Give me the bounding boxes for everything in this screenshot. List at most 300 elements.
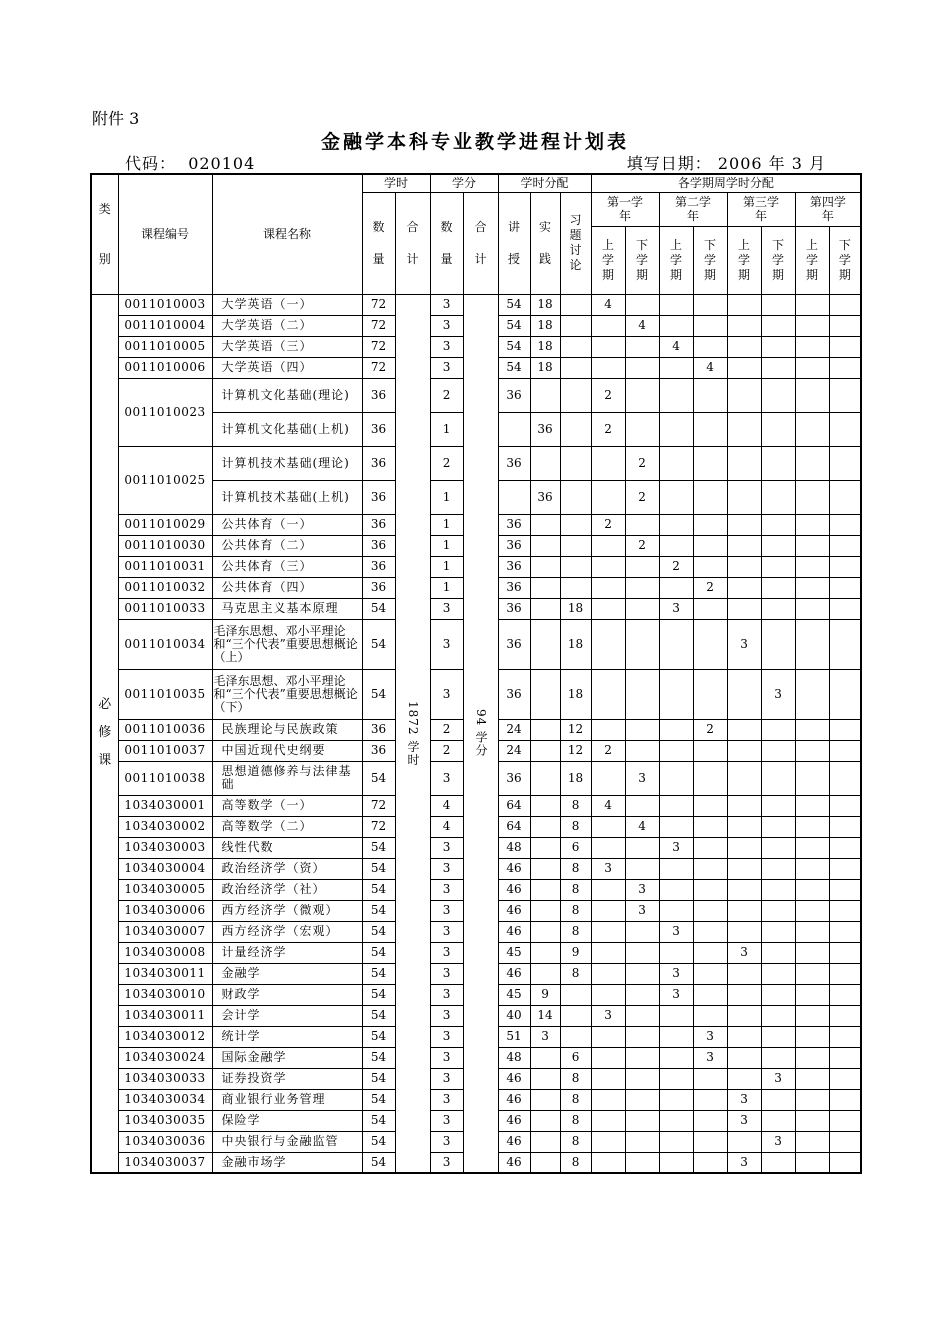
semester-cell xyxy=(625,1026,659,1047)
exercise-cell: 8 xyxy=(560,879,591,900)
course-name-cell: 高等数学（二） xyxy=(212,816,362,837)
semester-cell: 3 xyxy=(693,1047,727,1068)
course-code-cell: 1034030007 xyxy=(118,921,212,942)
practice-cell xyxy=(530,577,560,598)
credits-cell: 3 xyxy=(430,879,463,900)
semester-cell xyxy=(795,294,829,315)
exercise-cell: 12 xyxy=(560,740,591,761)
practice-cell xyxy=(530,942,560,963)
semester-cell xyxy=(727,556,761,577)
semester-cell xyxy=(659,357,693,378)
semester-cell xyxy=(625,1089,659,1110)
semester-cell xyxy=(693,1068,727,1089)
lecture-cell: 51 xyxy=(498,1026,530,1047)
semester-cell xyxy=(693,480,727,514)
semester-cell xyxy=(659,1110,693,1131)
course-name-cell: 中央银行与金融监管 xyxy=(212,1131,362,1152)
semester-cell xyxy=(625,719,659,740)
semester-cell: 3 xyxy=(625,900,659,921)
hours-cell: 54 xyxy=(362,942,395,963)
semester-cell xyxy=(727,446,761,480)
col-y4-upper xyxy=(795,226,829,294)
col-credits-total-text: 合 计 xyxy=(474,220,487,266)
lecture-cell: 46 xyxy=(498,858,530,879)
semester-cell xyxy=(727,837,761,858)
semester-cell xyxy=(591,1131,625,1152)
hours-cell: 36 xyxy=(362,446,395,480)
semester-cell: 3 xyxy=(727,1152,761,1173)
lecture-cell: 45 xyxy=(498,984,530,1005)
credits-cell: 3 xyxy=(430,963,463,984)
course-name-cell: 大学英语（一） xyxy=(212,294,362,315)
semester-cell xyxy=(761,357,795,378)
exercise-cell xyxy=(560,294,591,315)
hours-cell: 36 xyxy=(362,378,395,412)
course-code-cell: 0011010005 xyxy=(118,336,212,357)
semester-cell xyxy=(761,740,795,761)
semester-cell xyxy=(727,719,761,740)
semester-cell xyxy=(829,619,861,669)
total-hours-label: 1872 学时 xyxy=(406,700,420,766)
semester-cell xyxy=(659,480,693,514)
semester-cell xyxy=(659,816,693,837)
semester-cell xyxy=(659,1005,693,1026)
semester-cell: 3 xyxy=(659,984,693,1005)
semester-cell xyxy=(795,1131,829,1152)
practice-cell xyxy=(530,858,560,879)
semester-cell xyxy=(795,535,829,556)
practice-cell xyxy=(530,619,560,669)
semester-cell xyxy=(693,761,727,795)
semester-cell xyxy=(727,315,761,336)
col-hours-total-text: 合 计 xyxy=(406,220,419,266)
course-name-cell: 民族理论与民族政策 xyxy=(212,719,362,740)
exercise-cell xyxy=(560,480,591,514)
col-credits-group: 学分 xyxy=(430,174,498,192)
semester-cell xyxy=(761,1026,795,1047)
semester-cell xyxy=(659,514,693,535)
semester-cell: 2 xyxy=(591,378,625,412)
course-name-cell: 大学英语（四） xyxy=(212,357,362,378)
table-row xyxy=(91,294,861,315)
semester-cell xyxy=(829,795,861,816)
lecture-cell: 36 xyxy=(498,378,530,412)
semester-cell xyxy=(625,619,659,669)
semester-cell xyxy=(761,837,795,858)
exercise-cell xyxy=(560,1026,591,1047)
semester-cell xyxy=(625,598,659,619)
semester-cell xyxy=(591,556,625,577)
semester-cell: 3 xyxy=(659,837,693,858)
semester-cell: 3 xyxy=(693,1026,727,1047)
hours-cell: 72 xyxy=(362,357,395,378)
course-code-cell: 0011010003 xyxy=(118,294,212,315)
semester-cell xyxy=(795,446,829,480)
semester-cell xyxy=(795,598,829,619)
semester-cell xyxy=(591,837,625,858)
semester-cell xyxy=(591,619,625,669)
semester-cell xyxy=(795,357,829,378)
semester-cell xyxy=(693,412,727,446)
code-value: 020104 xyxy=(188,154,256,173)
exercise-cell: 8 xyxy=(560,1089,591,1110)
semester-cell xyxy=(829,879,861,900)
credits-cell: 3 xyxy=(430,921,463,942)
semester-cell xyxy=(693,942,727,963)
semester-cell xyxy=(591,1110,625,1131)
date-value: 2006 年 3 月 xyxy=(717,154,826,173)
practice-cell xyxy=(530,900,560,921)
exercise-cell xyxy=(560,1005,591,1026)
semester-cell xyxy=(693,556,727,577)
hours-cell: 36 xyxy=(362,412,395,446)
credits-cell: 1 xyxy=(430,556,463,577)
semester-cell xyxy=(693,669,727,719)
course-code-cell: 1034030008 xyxy=(118,942,212,963)
semester-cell xyxy=(591,1152,625,1173)
hours-cell: 36 xyxy=(362,719,395,740)
credits-cell: 3 xyxy=(430,1110,463,1131)
lecture-cell: 46 xyxy=(498,900,530,921)
col-lecture-text: 讲 授 xyxy=(508,220,521,266)
credits-cell: 3 xyxy=(430,598,463,619)
practice-cell xyxy=(530,837,560,858)
semester-cell xyxy=(829,535,861,556)
semester-cell xyxy=(659,1047,693,1068)
semester-cell xyxy=(829,1026,861,1047)
semester-cell xyxy=(591,963,625,984)
exercise-cell xyxy=(560,535,591,556)
semester-cell: 2 xyxy=(625,535,659,556)
lecture-cell: 64 xyxy=(498,795,530,816)
col-y1-lower-text: 下 学 期 xyxy=(636,237,649,282)
semester-cell xyxy=(693,816,727,837)
course-code-cell: 0011010032 xyxy=(118,577,212,598)
col-y3-upper xyxy=(727,226,761,294)
col-year1-text: 第一学 年 xyxy=(607,195,644,223)
semester-cell xyxy=(591,480,625,514)
semester-cell xyxy=(625,294,659,315)
col-y2-lower xyxy=(693,226,727,294)
col-credits-count-text: 数 量 xyxy=(440,220,453,266)
semester-cell xyxy=(591,900,625,921)
credits-cell: 3 xyxy=(430,1005,463,1026)
semester-cell: 3 xyxy=(761,1131,795,1152)
semester-cell xyxy=(829,921,861,942)
exercise-cell xyxy=(560,556,591,577)
practice-cell xyxy=(530,1131,560,1152)
semester-cell xyxy=(727,480,761,514)
semester-cell xyxy=(693,740,727,761)
semester-cell xyxy=(727,740,761,761)
semester-cell xyxy=(761,984,795,1005)
course-code-cell: 1034030003 xyxy=(118,837,212,858)
hours-cell: 54 xyxy=(362,963,395,984)
exercise-cell xyxy=(560,378,591,412)
credits-cell: 2 xyxy=(430,719,463,740)
table-body xyxy=(91,294,861,1173)
col-year2 xyxy=(659,192,727,226)
exercise-cell xyxy=(560,446,591,480)
course-name-cell: 计算机文化基础(理论) xyxy=(212,378,362,412)
credits-cell: 3 xyxy=(430,1131,463,1152)
credits-cell: 3 xyxy=(430,837,463,858)
hours-cell: 36 xyxy=(362,535,395,556)
hours-cell: 54 xyxy=(362,761,395,795)
hours-cell: 72 xyxy=(362,294,395,315)
semester-cell xyxy=(761,315,795,336)
lecture-cell: 36 xyxy=(498,598,530,619)
semester-cell xyxy=(693,1152,727,1173)
semester-cell xyxy=(727,577,761,598)
lecture-cell xyxy=(498,480,530,514)
credits-cell: 3 xyxy=(430,315,463,336)
semester-cell: 4 xyxy=(659,336,693,357)
col-year4 xyxy=(795,192,861,226)
course-code-cell: 0011010038 xyxy=(118,761,212,795)
semester-cell xyxy=(727,669,761,719)
semester-cell xyxy=(727,514,761,535)
course-name-cell: 中国近现代史纲要 xyxy=(212,740,362,761)
practice-cell xyxy=(530,1047,560,1068)
lecture-cell: 46 xyxy=(498,963,530,984)
semester-cell: 3 xyxy=(659,921,693,942)
course-name-cell: 毛泽东思想、邓小平理论和“三个代表”重要思想概论（上） xyxy=(212,619,362,669)
exercise-cell: 18 xyxy=(560,761,591,795)
col-y2-upper-text: 上 学 期 xyxy=(670,237,683,282)
hours-cell: 54 xyxy=(362,837,395,858)
semester-cell xyxy=(727,412,761,446)
semester-cell xyxy=(625,357,659,378)
exercise-cell xyxy=(560,514,591,535)
semester-cell xyxy=(659,619,693,669)
semester-cell xyxy=(591,577,625,598)
course-code-cell: 1034030006 xyxy=(118,900,212,921)
hours-cell: 36 xyxy=(362,556,395,577)
course-code-cell: 0011010025 xyxy=(118,446,212,514)
course-name-cell: 商业银行业务管理 xyxy=(212,1089,362,1110)
col-category-text: 类 别 xyxy=(98,202,111,267)
practice-cell xyxy=(530,514,560,535)
semester-cell xyxy=(761,598,795,619)
semester-cell xyxy=(625,921,659,942)
semester-cell xyxy=(761,719,795,740)
semester-cell xyxy=(659,1026,693,1047)
lecture-cell: 36 xyxy=(498,446,530,480)
semester-cell: 3 xyxy=(659,963,693,984)
lecture-cell: 45 xyxy=(498,942,530,963)
credits-cell: 3 xyxy=(430,1152,463,1173)
practice-cell xyxy=(530,669,560,719)
semester-cell xyxy=(829,761,861,795)
semester-cell xyxy=(591,535,625,556)
semester-cell xyxy=(795,514,829,535)
course-name-cell: 高等数学（一） xyxy=(212,795,362,816)
exercise-cell: 8 xyxy=(560,816,591,837)
credits-cell: 3 xyxy=(430,1068,463,1089)
semester-cell xyxy=(829,294,861,315)
semester-cell xyxy=(727,984,761,1005)
hours-cell: 54 xyxy=(362,858,395,879)
exercise-cell: 6 xyxy=(560,837,591,858)
semester-cell xyxy=(829,1068,861,1089)
semester-cell xyxy=(795,858,829,879)
credits-cell: 3 xyxy=(430,1026,463,1047)
semester-cell xyxy=(659,535,693,556)
semester-cell xyxy=(727,963,761,984)
course-code-cell: 0011010030 xyxy=(118,535,212,556)
course-name-cell: 公共体育（二） xyxy=(212,535,362,556)
semester-cell xyxy=(795,719,829,740)
semester-cell xyxy=(795,795,829,816)
lecture-cell: 24 xyxy=(498,719,530,740)
credits-cell: 2 xyxy=(430,740,463,761)
semester-cell xyxy=(761,480,795,514)
semester-cell: 3 xyxy=(659,598,693,619)
course-name-cell: 计算机技术基础(理论) xyxy=(212,446,362,480)
semester-cell xyxy=(727,598,761,619)
semester-cell xyxy=(761,879,795,900)
semester-cell xyxy=(591,669,625,719)
code-label: 代码： xyxy=(125,154,177,173)
credits-cell: 3 xyxy=(430,1089,463,1110)
semester-cell xyxy=(727,858,761,879)
exercise-cell: 18 xyxy=(560,598,591,619)
course-name-cell: 政治经济学（资） xyxy=(212,858,362,879)
lecture-cell: 54 xyxy=(498,357,530,378)
semester-cell xyxy=(829,514,861,535)
semester-cell xyxy=(829,942,861,963)
semester-cell xyxy=(829,378,861,412)
semester-cell xyxy=(693,315,727,336)
semester-cell xyxy=(829,1005,861,1026)
semester-cell: 3 xyxy=(727,942,761,963)
credits-cell: 1 xyxy=(430,514,463,535)
semester-cell xyxy=(659,315,693,336)
semester-cell xyxy=(795,1089,829,1110)
credits-cell: 3 xyxy=(430,858,463,879)
semester-cell xyxy=(625,1005,659,1026)
semester-cell xyxy=(761,514,795,535)
semester-cell xyxy=(829,446,861,480)
course-name-cell: 西方经济学（宏观） xyxy=(212,921,362,942)
semester-cell xyxy=(659,740,693,761)
semester-cell: 2 xyxy=(591,514,625,535)
course-name-cell: 国际金融学 xyxy=(212,1047,362,1068)
credits-cell: 3 xyxy=(430,900,463,921)
semester-cell xyxy=(795,1026,829,1047)
hours-cell: 36 xyxy=(362,577,395,598)
program-code xyxy=(125,151,255,174)
lecture-cell: 54 xyxy=(498,294,530,315)
semester-cell xyxy=(659,378,693,412)
hours-cell: 54 xyxy=(362,921,395,942)
date-label: 填写日期： xyxy=(626,154,712,173)
semester-cell xyxy=(795,1047,829,1068)
lecture-cell: 54 xyxy=(498,336,530,357)
semester-cell xyxy=(693,921,727,942)
course-code-cell: 0011010035 xyxy=(118,669,212,719)
lecture-cell: 36 xyxy=(498,514,530,535)
semester-cell xyxy=(591,984,625,1005)
lecture-cell: 36 xyxy=(498,556,530,577)
practice-cell: 36 xyxy=(530,480,560,514)
table-header xyxy=(91,174,861,294)
exercise-cell: 8 xyxy=(560,795,591,816)
lecture-cell: 46 xyxy=(498,1152,530,1173)
course-code-cell: 0011010034 xyxy=(118,619,212,669)
col-y2-lower-text: 下 学 期 xyxy=(704,237,717,282)
lecture-cell: 36 xyxy=(498,669,530,719)
total-credits-cell xyxy=(463,294,498,1173)
semester-cell xyxy=(591,879,625,900)
semester-cell xyxy=(795,669,829,719)
practice-cell xyxy=(530,921,560,942)
semester-cell xyxy=(829,900,861,921)
exercise-cell: 8 xyxy=(560,1152,591,1173)
hours-cell: 54 xyxy=(362,598,395,619)
semester-cell xyxy=(829,669,861,719)
course-code-cell: 0011010033 xyxy=(118,598,212,619)
category-cell xyxy=(91,294,118,1173)
semester-cell xyxy=(693,1089,727,1110)
hours-cell: 54 xyxy=(362,984,395,1005)
course-name-cell: 计算机文化基础(上机) xyxy=(212,412,362,446)
semester-cell xyxy=(659,795,693,816)
hours-cell: 54 xyxy=(362,1110,395,1131)
exercise-cell: 8 xyxy=(560,1131,591,1152)
practice-cell xyxy=(530,816,560,837)
col-course-code: 课程编号 xyxy=(118,174,212,294)
semester-cell xyxy=(795,556,829,577)
course-name-cell: 毛泽东思想、邓小平理论和“三个代表”重要思想概论（下） xyxy=(212,669,362,719)
semester-cell xyxy=(795,315,829,336)
course-code-cell: 1034030034 xyxy=(118,1089,212,1110)
semester-cell xyxy=(829,984,861,1005)
hours-cell: 72 xyxy=(362,336,395,357)
semester-cell xyxy=(693,984,727,1005)
lecture-cell: 46 xyxy=(498,1089,530,1110)
col-y1-upper-text: 上 学 期 xyxy=(602,237,615,282)
attachment-label: 附件 3 xyxy=(92,109,140,128)
exercise-cell: 8 xyxy=(560,1068,591,1089)
semester-cell xyxy=(829,719,861,740)
credits-cell: 3 xyxy=(430,942,463,963)
col-hours-count-text: 数 量 xyxy=(372,220,385,266)
col-year4-text: 第四学 年 xyxy=(809,195,846,223)
practice-cell: 9 xyxy=(530,984,560,1005)
semester-cell xyxy=(693,858,727,879)
semester-cell xyxy=(591,1089,625,1110)
semester-cell xyxy=(727,879,761,900)
col-practice xyxy=(530,192,560,294)
semester-cell xyxy=(625,984,659,1005)
semester-cell xyxy=(727,900,761,921)
exercise-cell: 8 xyxy=(560,963,591,984)
credits-cell: 1 xyxy=(430,412,463,446)
semester-cell xyxy=(795,740,829,761)
semester-cell xyxy=(727,1068,761,1089)
col-y1-lower xyxy=(625,226,659,294)
semester-cell xyxy=(829,1152,861,1173)
lecture-cell: 46 xyxy=(498,879,530,900)
practice-cell: 18 xyxy=(530,357,560,378)
semester-cell xyxy=(795,816,829,837)
practice-cell xyxy=(530,378,560,412)
exercise-cell xyxy=(560,412,591,446)
col-category xyxy=(91,174,118,294)
semester-cell xyxy=(591,1047,625,1068)
